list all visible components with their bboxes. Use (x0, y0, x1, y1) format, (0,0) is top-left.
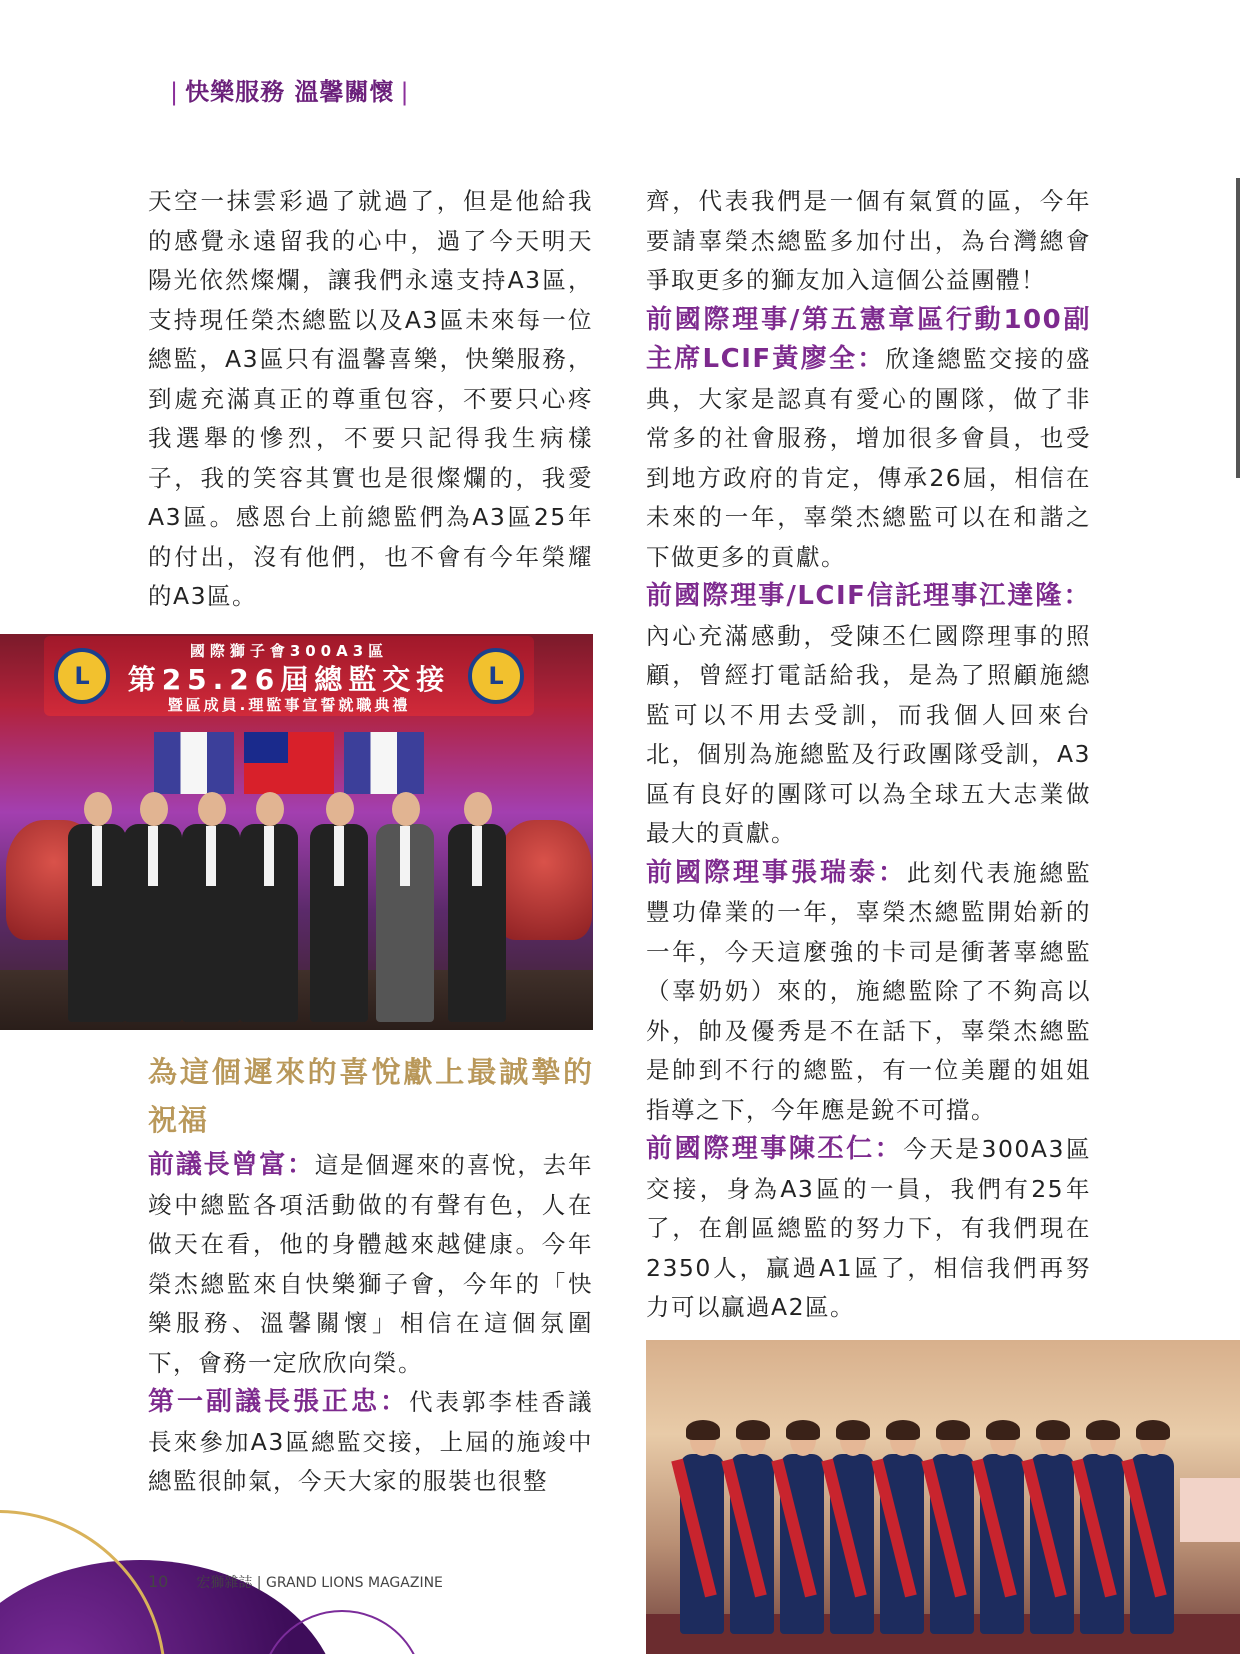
speaker-name: 前議長曾富： (148, 1150, 315, 1180)
banner-line-1: 國際獅子會300A3區 (189, 642, 389, 660)
group-photo (646, 1340, 1240, 1654)
paragraph-intro: 天空一抹雲彩過了就過了，但是他給我的感覺永遠留我的心中，過了今天明天陽光依然燦爛，讓我們永遠支持A3區，支持現任榮杰總監以及A3區未來每一位總監，A3區只有溫馨喜樂，快樂服務，到處充滿真正的尊重包容，不要只心疼我選舉的慘烈，不要只記得我生病樣子，我的笑容其實也是很燦爛的，我愛A3區。感恩台上前總監們為A3區25年的付出，沒有他們，也不會有今年榮耀的A3區。 (148, 187, 593, 610)
person (1130, 1424, 1174, 1634)
paragraph-continued: 齊，代表我們是一個有氣質的區，今年要請辜榮杰總監多加付出，為台灣總會爭取更多的獅友加入這個公益團體！ (646, 187, 1091, 294)
left-column-top (148, 182, 593, 617)
banner-line-2: 第25.26屆總監交接 (127, 663, 451, 696)
person (730, 1424, 774, 1634)
right-column (646, 182, 1091, 1328)
person (240, 792, 298, 1022)
left-column-bottom (148, 1048, 593, 1502)
person (680, 1424, 724, 1634)
speech-block (646, 854, 1091, 1131)
speech-block (646, 301, 1091, 578)
person (448, 792, 506, 1022)
ceremony-photo (0, 634, 593, 1030)
speaker-name: 前國際理事張瑞泰： (646, 857, 907, 888)
speech-text: 此刻代表施總監豐功偉業的一年，辜榮杰總監開始新的一年，今天這麼強的卡司是衝著辜總監（辜奶奶）來的，施總監除了不夠高以外，帥及優秀是不在話下，辜榮杰總監是帥到不行的總監，有一位美麗的姐姐指導之下，今年應是銳不可擋。 (646, 858, 1091, 1124)
table (1180, 1478, 1240, 1542)
speech-block (148, 1383, 593, 1502)
magazine-name: 宏獅雜誌 | GRAND LIONS MAGAZINE (196, 1575, 443, 1591)
speech-block (646, 577, 1091, 854)
person (930, 1424, 974, 1634)
page-edge-marker (1236, 178, 1240, 478)
person (830, 1424, 874, 1634)
speech-block (646, 1130, 1091, 1328)
stage-banner (44, 636, 534, 716)
speaker-name: 前國際理事陳丕仁： (646, 1134, 904, 1164)
speaker-name: 前國際理事/LCIF信託理事江達隆： (646, 581, 1091, 611)
page-footer (148, 1572, 443, 1592)
person (1030, 1424, 1074, 1634)
person (310, 792, 368, 1022)
section-title: 為這個遲來的喜悅獻上最誠摯的祝福 (148, 1055, 593, 1137)
person (376, 792, 434, 1022)
person (124, 792, 182, 1022)
speaker-name: 第一副議長張正忠： (148, 1387, 409, 1417)
header-text: 快樂服務 溫馨關懷 (185, 78, 395, 106)
header-bar-right: | (400, 78, 410, 106)
speech-text: 內心充滿感動，受陳丕仁國際理事的照顧，曾經打電話給我，是為了照顧施總監可以不用去受訓，而我個人回來台北，個別為施總監及行政團隊受訓，A3區有良好的團隊可以為全球五大志業做最大的貢獻。 (646, 621, 1091, 847)
speech-text: 欣逢總監交接的盛典，大家是認真有愛心的團隊，做了非常多的社會服務，增加很多會員，也受到地方政府的肯定，傳承26屆，相信在未來的一年，辜榮杰總監可以在和諧之下做更多的貢獻。 (646, 345, 1091, 571)
speaker-name: 前國際理事/第五憲章區行動100副主席LCIF黃廖全： (646, 304, 1091, 374)
banner-line-3: 暨區成員.理監事宣誓就職典禮 (167, 696, 411, 714)
group-of-people (0, 780, 593, 1030)
page-number: 10 (148, 1572, 169, 1591)
person (1080, 1424, 1124, 1634)
person (880, 1424, 924, 1634)
speech-block (148, 1146, 593, 1383)
person (980, 1424, 1024, 1634)
speech-text: 代表郭李桂香議長來參加A3區總監交接，上屆的施竣中總監很帥氣，今天大家的服裝也很整 (148, 1388, 593, 1495)
page-header (164, 72, 416, 107)
person (780, 1424, 824, 1634)
header-bar-left: | (170, 78, 180, 106)
speech-text: 今天是300A3區交接，身為A3區的一員，我們有25年了，在創區總監的努力下，有我們現在2350人，贏過A1區了，相信我們再努力可以贏過A2區。 (646, 1135, 1091, 1321)
speech-text: 這是個遲來的喜悅，去年竣中總監各項活動做的有聲有色，人在做天在看，他的身體越來越健康。今年榮杰總監來自快樂獅子會，今年的「快樂服務、溫馨關懷」相信在這個氛圍下，會務一定欣欣向榮。 (148, 1151, 593, 1377)
person (182, 792, 240, 1022)
person (68, 792, 126, 1022)
